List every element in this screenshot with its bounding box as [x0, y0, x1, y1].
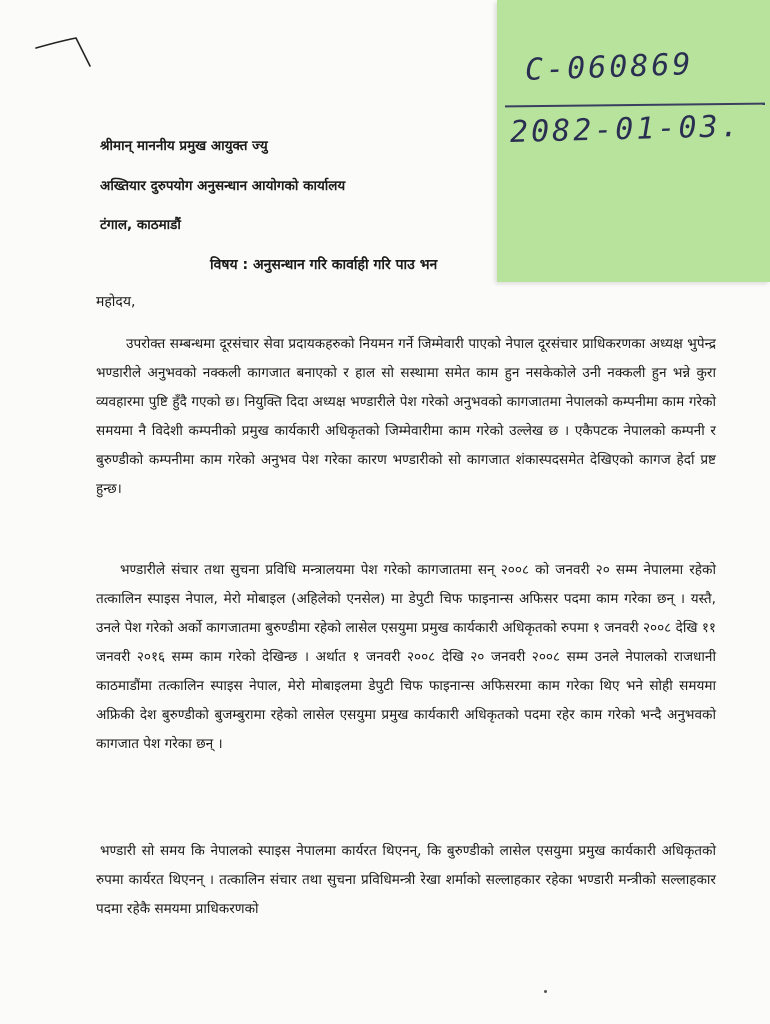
body-paragraph-1: उपरोक्त सम्बन्धमा दूरसंचार सेवा प्रदायकहरुको नियमन गर्ने जिम्मेवारी पाएको नेपाल दूरसंचार प्राधिकरणका अध्यक्ष भुपेन्द्र भण्डारीले अनुभवको नक्कली कागजात बनाएको र हाल सो सस्थामा समेत काम हुन नसकेकोले उनी नक्कली हुन भन्ने कुरा व्यवहारमा पुष्टि हुँदै गएको छ। नियुक्ति दिदा अध्यक्ष भण्डारीले पेश गरेको अनुभवको कागजातमा नेपालको कम्पनीमा काम गरेको समयमा नै विदेशी कम्पनीको प्रमुख कार्यकारी अधिकृतको जिम्मेवारीमा काम गरेको उल्लेख छ । एकैपटक नेपालको कम्पनी र बुरुण्डीको कम्पनीमा काम गरेको अनुभव पेश गरेका कारण भण्डारीको सो कागजात शंकास्पदसमेत देखिएको कागज हेर्दा प्रष्ट हुन्छ। — [96, 336, 716, 497]
handwritten-registration-code: C-060869 — [524, 47, 695, 88]
salutation: महोदय, — [96, 294, 136, 310]
scan-speck — [544, 990, 547, 993]
body-paragraph-3: भण्डारी सो समय कि नेपालको स्पाइस नेपालमा कार्यरत थिएनन्, कि बुरुण्डीको लासेल एसयुमा प्रमुख कार्यकारी अधिकृतको रुपमा कार्यरत थिएनन् । तत्कालिन संचार तथा सुचना प्रविधिमन्त्री रेखा शर्माको सल्लाहकार रहेका भण्डारी मन्त्रीको सल्लाहकार पदमा रहेकै समयमा प्राधिकरणको — [96, 843, 716, 917]
handwritten-tick-mark — [30, 28, 100, 78]
address-location: टंगाल, काठमाडौं — [100, 217, 181, 233]
address-office: अख्तियार दुरुपयोग अनुसन्धान आयोगको कार्यालय — [100, 178, 346, 194]
subject-line: विषय : अनुसन्धान गरि कार्वाही गरि पाउ भन — [210, 257, 438, 273]
handwritten-date: 2082-01-03. — [509, 108, 743, 151]
address-recipient: श्रीमान् माननीय प्रमुख आयुक्त ज्यु — [100, 138, 268, 154]
body-paragraph-2: भण्डारीले संचार तथा सुचना प्रविधि मन्त्रालयमा पेश गरेको कागजातमा सन् २००८ को जनवरी २० सम्म नेपालमा रहेको तत्कालिन स्पाइस नेपाल, मेरो मोबाइल (अहिलेको एनसेल) मा डेपुटी चिफ फाइनान्स अफिसर पदमा काम गरेका छन् । यस्तै, उनले पेश गरेको अर्को कागजातमा बुरुण्डीमा रहेको लासेल एसयुमा प्रमुख कार्यकारी अधिकृतको रुपमा १ जनवरी २००८ देखि ११ जनवरी २०१६ सम्म काम गरेको देखिन्छ । अर्थात १ जनवरी २००८ देखि २० जनवरी २००८ सम्म उनले नेपालको राजधानी काठमाडौंमा तत्कालिन स्पाइस नेपाल, मेरो मोबाइलमा डेपुटी चिफ फाइनान्स अफिसरमा काम गरेका थिए भने सोही समयमा अफ्रिकी देश बुरुण्डीको बुजम्बुरामा रहेको लासेल एसयुमा प्रमुख कार्यकारी अधिकृतको पदमा रहेर काम गरेको भन्दै अनुभवको कागजात पेश गरेका छन् । — [96, 562, 716, 752]
